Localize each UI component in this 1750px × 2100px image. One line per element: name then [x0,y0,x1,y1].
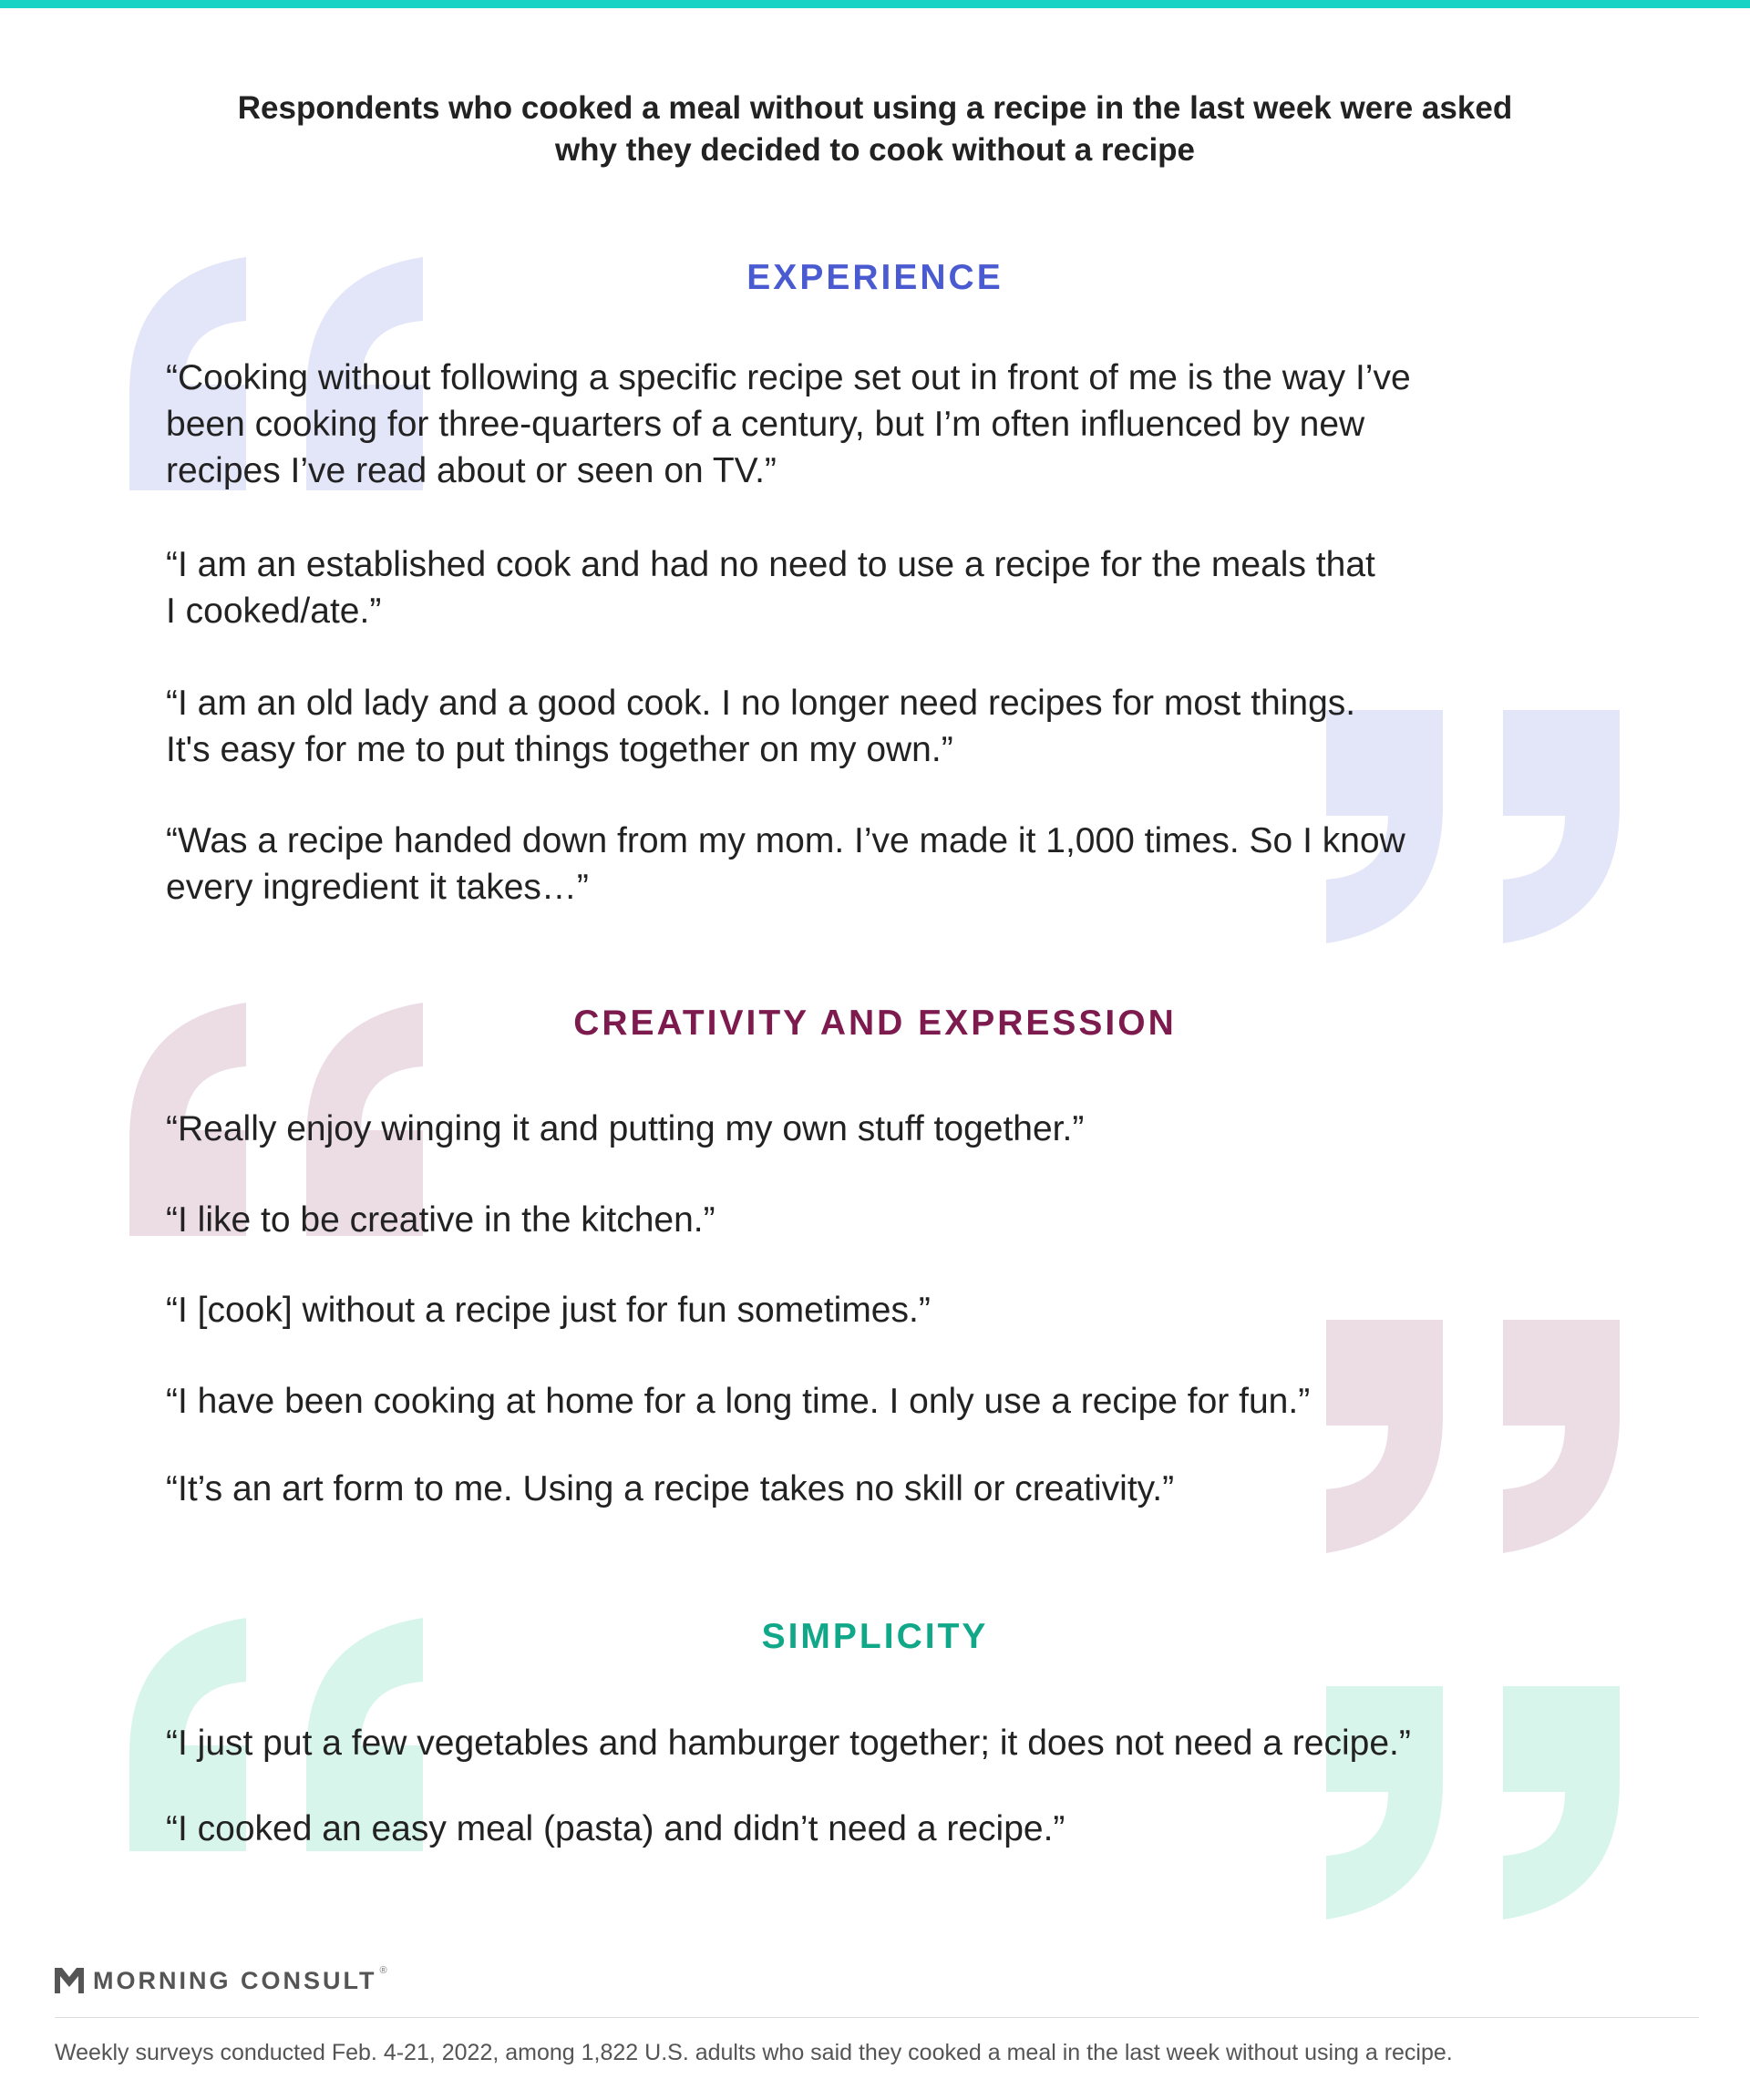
logo-text: MORNING CONSULT [93,1966,377,1994]
quote [166,1720,1588,1766]
quote-line: “Cooking without following a specific recipe set out in front of me is the way I’ve [166,358,1411,397]
morning-consult-logo [55,1965,387,1996]
quote [166,818,1588,911]
quote-line: “I am an old lady and a good cook. I no longer need recipes for most things. [166,684,1356,723]
quote-line: “Really enjoy winging it and putting my own stuff together.” [166,1109,1085,1148]
section-heading-experience: EXPERIENCE [746,258,1004,297]
quote-line: recipes I’ve read about or seen on TV.” [166,451,777,490]
quote-line: “I have been cooking at home for a long time. I only use a recipe for fun.” [166,1382,1311,1421]
quote-line: I cooked/ate.” [166,592,382,631]
page-title [146,88,1604,171]
quote-line: “I like to be creative in the kitchen.” [166,1200,715,1240]
quote [166,1806,1588,1852]
quote-line: “It’s an art form to me. Using a recipe takes no skill or creativity.” [166,1469,1175,1508]
quote-line: been cooking for three-quarters of a century, but I’m often influenced by new [166,405,1365,444]
morning-consult-m-icon [55,1968,84,1993]
top-accent-bar [0,0,1750,8]
quote [166,680,1588,773]
quote [166,1466,1588,1512]
registered-mark: ® [379,1965,387,1976]
title-line-2: why they decided to cook without a recipe [554,132,1196,168]
quote [166,1287,1588,1333]
quote-line: “I cooked an easy meal (pasta) and didn’t need a recipe.” [166,1809,1065,1848]
source-note: Weekly surveys conducted Feb. 4-21, 2022, among 1,822 U.S. adults who said they cooked a meal in the last week without using a recipe. [55,2040,1453,2065]
quote [166,355,1588,494]
quote [166,541,1588,634]
quote [166,1197,1588,1243]
close-quote-icon [1326,1320,1622,1553]
quote-line: “I just put a few vegetables and hamburger together; it does not need a recipe.” [166,1724,1411,1763]
section-heading-creativity: CREATIVITY AND EXPRESSION [573,1004,1177,1043]
quote-line: every ingredient it takes…” [166,868,589,907]
quote-line: It's easy for me to put things together on my own.” [166,730,953,769]
quote-line: “I [cook] without a recipe just for fun sometimes.” [166,1291,931,1330]
title-line-1: Respondents who cooked a meal without using a recipe in the last week were asked [237,90,1513,126]
quote [166,1378,1588,1425]
quote [166,1106,1588,1152]
section-heading-simplicity: SIMPLICITY [761,1617,989,1656]
quote-line: “Was a recipe handed down from my mom. I’ve made it 1,000 times. So I know [166,821,1405,860]
footer-divider [55,2017,1699,2018]
quote-line: “I am an established cook and had no need to use a recipe for the meals that [166,545,1375,584]
